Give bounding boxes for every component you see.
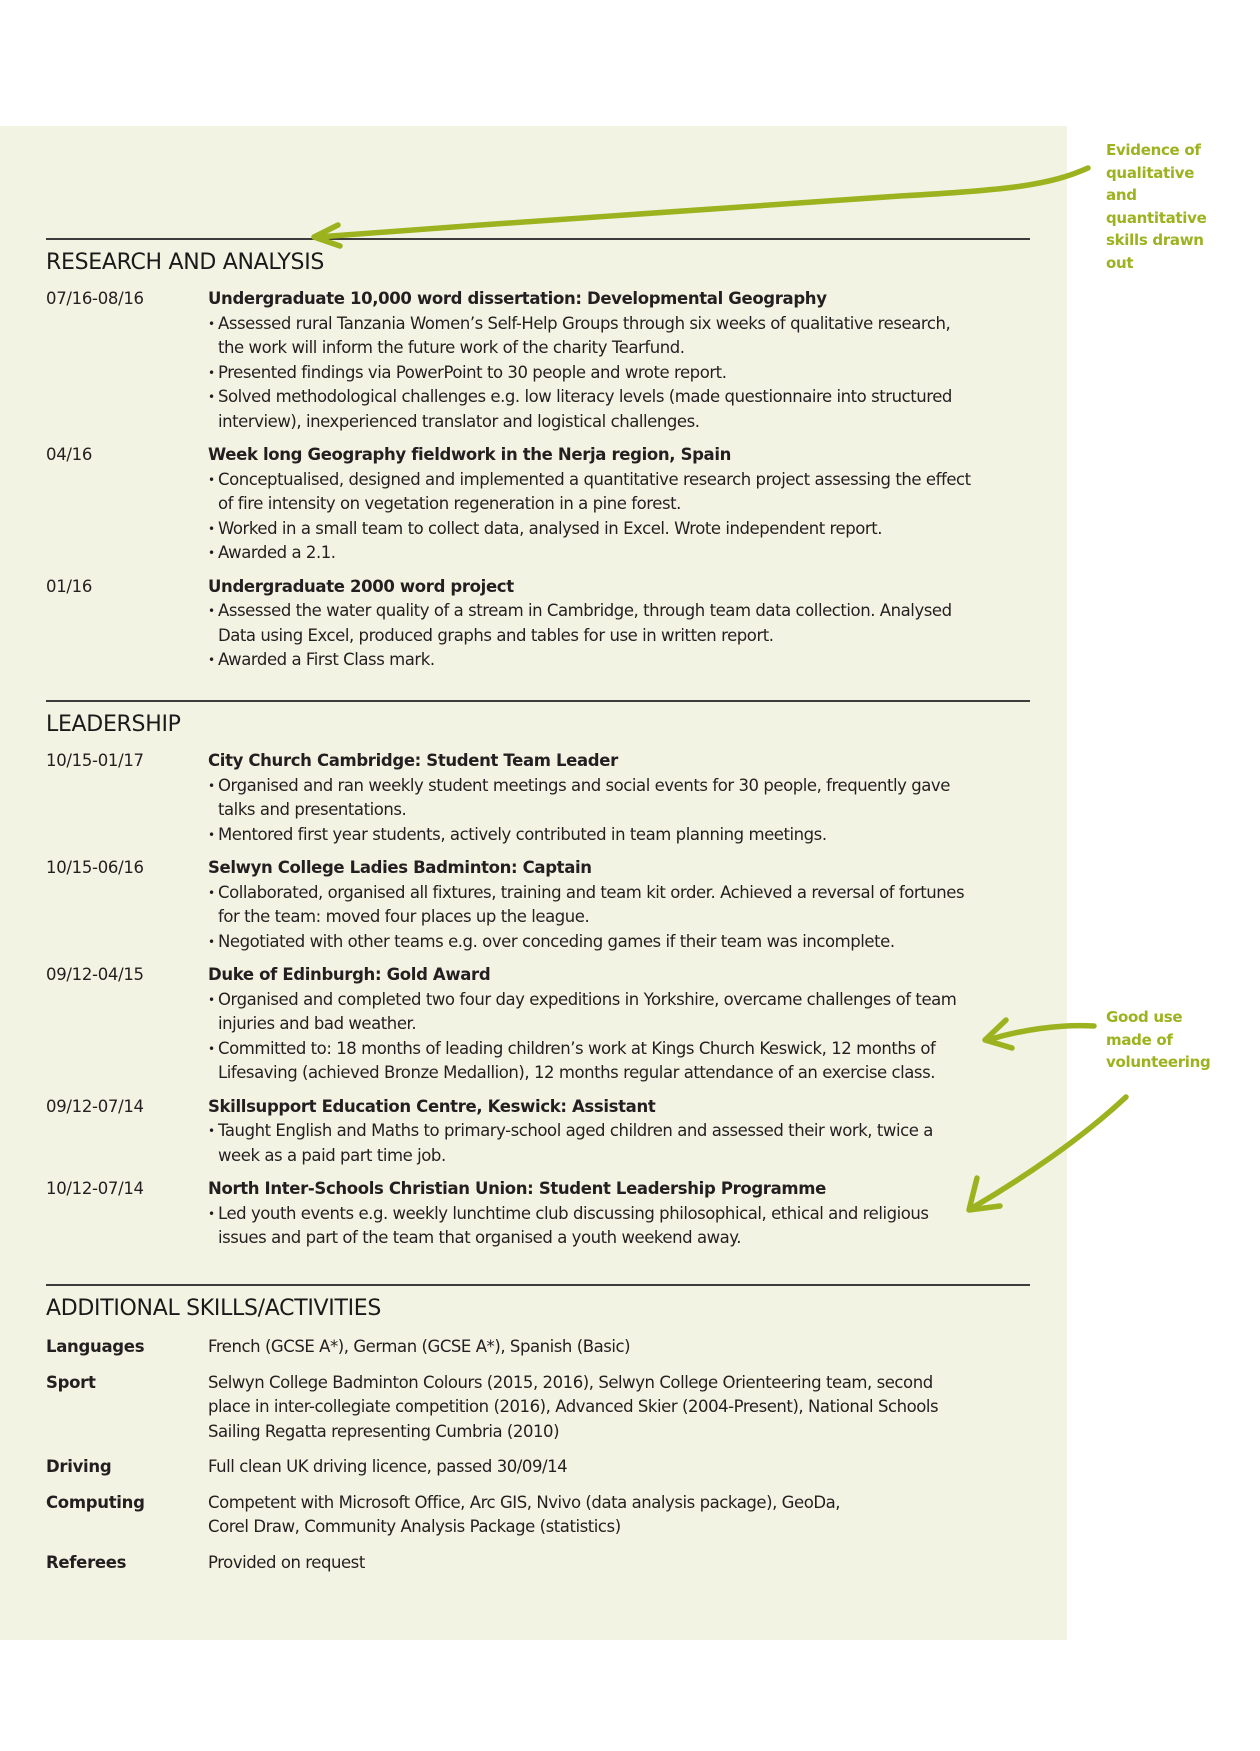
annotation-line: skills drawn (1106, 231, 1204, 249)
skill-label: Driving (46, 1457, 112, 1476)
entry-bullet: • Negotiated with other teams e.g. over conceding games if their team was incomplete. (208, 930, 1030, 955)
entry-body (208, 575, 1030, 673)
entry-title: Week long Geography fieldwork in the Nerja region, Spain (208, 445, 732, 464)
skill-row-referees (46, 1551, 1030, 1576)
entry-date: 09/12-04/15 (46, 965, 144, 984)
skill-row-driving (46, 1455, 1030, 1480)
entry-date: 09/12-07/14 (46, 1096, 144, 1116)
entry-body (208, 1095, 1030, 1169)
entry-bullet: • Assessed the water quality of a stream in Cambridge, through team data collection. Analysed Data using Excel, produced graphs and tables for use in written report. (208, 599, 1030, 648)
entry-bullet: • Taught English and Maths to primary-school aged children and assessed their work, twice a week as a paid part time job. (208, 1119, 1030, 1168)
annotation-volunteering (1106, 1006, 1256, 1074)
entry-bullet: • Presented findings via PowerPoint to 30 people and wrote report. (208, 361, 1030, 386)
skill-value: French (GCSE A*), German (GCSE A*), Spanish (Basic) (208, 1337, 631, 1356)
cv-entry (46, 963, 1030, 1086)
entry-title: City Church Cambridge: Student Team Leader (208, 751, 618, 770)
entry-bullet: • Solved methodological challenges e.g. low literacy levels (made questionnaire into structured interview), inexperienced translator and logistical challenges. (208, 385, 1030, 434)
entry-body (208, 749, 1030, 847)
skill-value: Competent with Microsoft Office, Arc GIS, Nvivo (data analysis package), GeoDa, Corel Draw, Community Analysis Package (statistics) (208, 1492, 841, 1536)
annotation-line: qualitative (1106, 163, 1195, 182)
entry-bullet: • Assessed rural Tanzania Women’s Self-Help Groups through six weeks of qualitative research, the work will inform the future work of the charity Tearfund. (208, 312, 1030, 361)
entry-title: Duke of Edinburgh: Gold Award (208, 965, 491, 984)
entry-title: Skillsupport Education Centre, Keswick: Assistant (208, 1096, 656, 1116)
skill-label: Sport (46, 1372, 96, 1392)
cv-entry (46, 1177, 1030, 1251)
annotation-line: quantitative (1106, 208, 1207, 227)
entry-date: 04/16 (46, 445, 93, 464)
entry-bullet: • Awarded a 2.1. (208, 541, 1030, 566)
entry-date: 07/16-08/16 (46, 289, 144, 308)
entry-body (208, 856, 1030, 954)
cv-entry (46, 575, 1030, 673)
annotation-line: volunteering (1106, 1053, 1211, 1071)
cv-entry (46, 749, 1030, 847)
entry-body (208, 963, 1030, 1086)
section-divider (46, 238, 1030, 240)
skill-label: Referees (46, 1552, 127, 1572)
entry-date: 10/12-07/14 (46, 1179, 144, 1198)
skill-label: Computing (46, 1492, 145, 1512)
section-divider (46, 1284, 1030, 1286)
entry-date: 01/16 (46, 576, 93, 596)
annotation-line: Good use (1106, 1008, 1183, 1026)
entry-bullet: • Collaborated, organised all fixtures, training and team kit order. Achieved a reversal of fortunes for the team: moved four places up the league. (208, 881, 1030, 930)
annotation-qualitative-quantitative (1106, 139, 1256, 274)
section-title: RESEARCH AND ANALYSIS (46, 250, 325, 275)
skill-row-computing (46, 1491, 1030, 1540)
entry-title: Undergraduate 10,000 word dissertation: Developmental Geography (208, 289, 827, 308)
skill-value: Provided on request (208, 1552, 365, 1572)
entry-bullet: • Conceptualised, designed and implemented a quantitative research project assessing the effect of fire intensity on vegetation regeneration in a pine forest. (208, 468, 1030, 517)
entry-bullet: • Organised and completed two four day expeditions in Yorkshire, overcame challenges of team injuries and bad weather. (208, 988, 1030, 1037)
annotation-line: made of (1106, 1030, 1173, 1049)
section-research-and-analysis (46, 238, 1030, 673)
skill-row-languages (46, 1335, 1030, 1360)
entry-body (208, 1177, 1030, 1251)
annotation-line: Evidence of (1106, 141, 1201, 159)
entry-date: 10/15-06/16 (46, 858, 144, 877)
cv-entry (46, 287, 1030, 434)
cv-entry (46, 856, 1030, 954)
entry-bullet: • Awarded a First Class mark. (208, 648, 1030, 673)
entry-title: Selwyn College Ladies Badminton: Captain (208, 858, 592, 877)
cv-entry (46, 1095, 1030, 1169)
section-leadership (46, 700, 1030, 1251)
skill-value: Selwyn College Badminton Colours (2015, 2016), Selwyn College Orienteering team, second place in inter-collegiate competition (2016), Advanced Skier (2004-Present), National Schools Sailing Regatta representing Cumbria (2010) (208, 1372, 939, 1441)
section-title: LEADERSHIP (46, 712, 181, 737)
entry-body (208, 287, 1030, 434)
skill-value: Full clean UK driving licence, passed 30/09/14 (208, 1457, 568, 1476)
entry-bullet: • Mentored first year students, actively contributed in team planning meetings. (208, 823, 1030, 848)
entry-bullet: • Committed to: 18 months of leading children’s work at Kings Church Keswick, 12 months of Lifesaving (achieved Bronze Medallion), 12 months regular attendance of an exercise class. (208, 1037, 1030, 1086)
section-divider (46, 700, 1030, 702)
entry-bullet: • Organised and ran weekly student meetings and social events for 30 people, frequently gave talks and presentations. (208, 774, 1030, 823)
entry-title: North Inter-Schools Christian Union: Student Leadership Programme (208, 1179, 826, 1198)
annotation-line: out (1106, 253, 1134, 272)
entry-bullet: • Led youth events e.g. weekly lunchtime club discussing philosophical, ethical and religious issues and part of the team that organised a youth weekend away. (208, 1202, 1030, 1251)
section-title: ADDITIONAL SKILLS/ACTIVITIES (46, 1296, 382, 1321)
entry-title: Undergraduate 2000 word project (208, 576, 514, 596)
entry-body (208, 443, 1030, 566)
cv-entry (46, 443, 1030, 566)
skill-row-sport (46, 1371, 1030, 1445)
entry-date: 10/15-01/17 (46, 751, 144, 770)
annotation-line: and (1106, 186, 1137, 204)
section-additional-skills (46, 1284, 1030, 1575)
skill-label: Languages (46, 1337, 145, 1356)
entry-bullet: • Worked in a small team to collect data, analysed in Excel. Wrote independent report. (208, 517, 1030, 542)
